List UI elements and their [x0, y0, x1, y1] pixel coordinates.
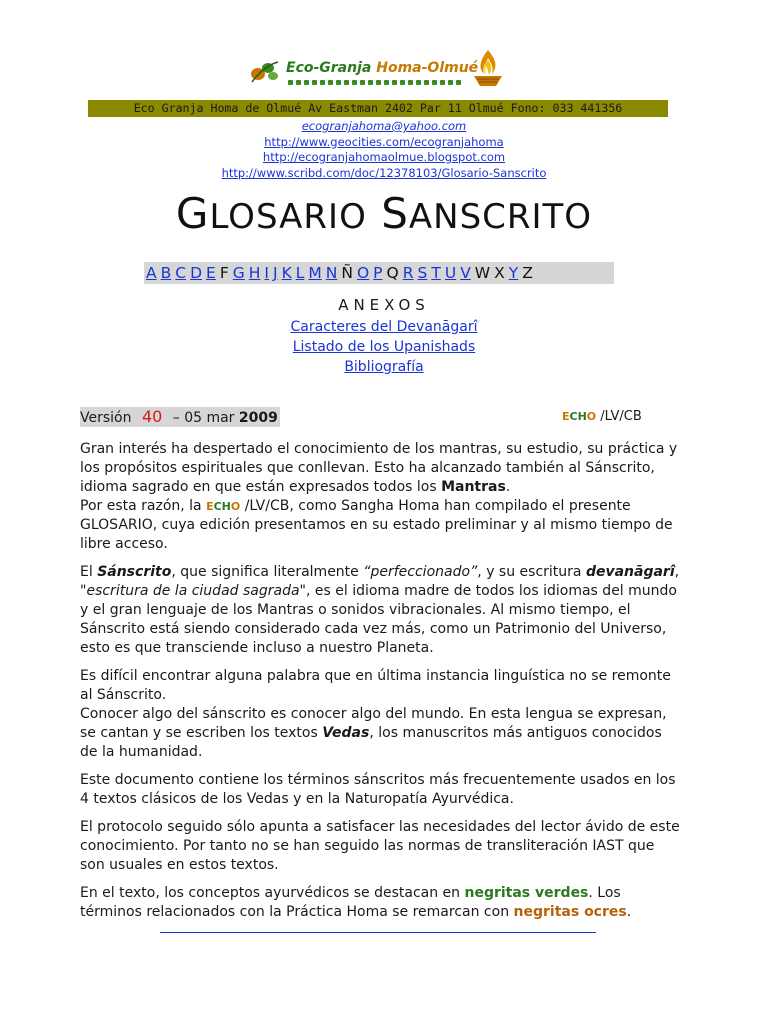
alphabet-letter-x: X [494, 264, 505, 282]
header-logo [248, 48, 508, 94]
alphabet-letter-d[interactable]: D [190, 264, 203, 282]
bibliografia-link[interactable]: Bibliografía [344, 359, 424, 375]
version-number: 40 [141, 407, 163, 426]
title-losario: LOSARIO [209, 197, 367, 237]
logo-text-part-2: Homa-Olmué [376, 60, 479, 76]
alphabet-letter-u[interactable]: U [444, 264, 457, 282]
version-label: Versión [80, 410, 132, 426]
contact-links [0, 119, 768, 181]
version-year: 2009 [238, 410, 278, 426]
paragraph-3: Es difícil encontrar alguna palabra que en última instancia linguística no se remonte al Sánscrito. Conocer algo del sánscrito es conocer algo del mundo. En esta lengua se expresan, se cantan y se escriben los textos Vedas, los manuscritos más antiguos conocidos de la humanidad. [80, 668, 671, 760]
alphabet-letter-t[interactable]: T [431, 264, 441, 282]
alphabet-letter-g[interactable]: G [232, 264, 245, 282]
alphabet-letter-y[interactable]: Y [508, 264, 519, 282]
alphabet-letter-l[interactable]: L [295, 264, 305, 282]
logo-text [286, 60, 478, 76]
title-anscrito: ANSCRITO [408, 197, 593, 237]
alphabet-letter-z: Z [522, 264, 533, 282]
body-text [80, 440, 680, 931]
alphabet-letter-h[interactable]: H [248, 264, 261, 282]
geocities-link[interactable]: http://www.geocities.com/ecogranjahoma [264, 134, 504, 149]
paragraph-2: El Sánscrito, que significa literalmente “perfeccionado”, y su escritura devanāgarî, "escritura de la ciudad sagrada", es el idioma madre de todos los idiomas del mundo y el gran lenguaje de los Mantras o sonidos vibracionales. Al mismo tiempo, el Sánscrito está siendo considerado cada vez más, como un Patrimonio del Universo, esto es que transciende incluso a nuestro Planeta. [80, 564, 680, 656]
paragraph-1: Gran interés ha despertado el conocimiento de los mantras, su estudio, su práctica y los propósitos espirituales que conllevan. Esto ha alcanzado también al Sánscrito, idioma sagrado en que están expresados todos los Mantras. Por esta razón, la ECHO /LV/CB, como Sangha Homa han compilado el presente GLOSARIO, cuya edición presentamos en su estado preliminar y al mismo tiempo de libre acceso. [80, 441, 678, 552]
version-date: – 05 mar [172, 410, 235, 426]
address-banner: Eco Granja Homa de Olmué Av Eastman 2402 Par 11 Olmué Fono: 033 441356 [88, 100, 668, 117]
alphabet-letter-a[interactable]: A [146, 264, 157, 282]
alphabet-index [144, 262, 614, 284]
alphabet-letter-k[interactable]: K [281, 264, 292, 282]
alphabet-letter-r[interactable]: R [402, 264, 414, 282]
email-link[interactable]: ecogranjahoma@yahoo.com [301, 119, 467, 133]
alphabet-letter-s[interactable]: S [417, 264, 428, 282]
homa-fire-icon [470, 48, 506, 90]
alphabet-letter-n[interactable]: N [325, 264, 338, 282]
scribd-link[interactable]: http://www.scribd.com/doc/12378103/Glosario-Sanscrito [221, 165, 547, 180]
alphabet-letter-ñ: Ñ [341, 264, 353, 282]
alphabet-letter-j[interactable]: J [272, 264, 278, 282]
alphabet-letter-e[interactable]: E [206, 264, 216, 282]
alphabet-letter-m[interactable]: M [308, 264, 322, 282]
echo-signature: ECHO /LV/CB [562, 409, 642, 424]
page-title [0, 188, 768, 243]
alphabet-letter-w: W [474, 264, 491, 282]
alphabet-letter-o[interactable]: O [356, 264, 370, 282]
version-info [80, 407, 280, 427]
leaf-logo-icon [248, 56, 282, 86]
devanagari-link[interactable]: Caracteres del Devanāgarî [290, 319, 478, 335]
paragraph-5: El protocolo seguido sólo apunta a satisfacer las necesidades del lector ávido de este conocimiento. Por tanto no se han seguido las normas de transliteración IAST que son usuales en estos textos. [80, 819, 680, 873]
alphabet-letter-q: Q [386, 264, 399, 282]
anexos-links [0, 317, 768, 377]
paragraph-6: En el texto, los conceptos ayurvédicos se destacan en negritas verdes. Los términos relacionados con la Práctica Homa se remarcan con negritas ocres. [80, 885, 632, 920]
alphabet-letter-p[interactable]: P [373, 264, 383, 282]
separator-line [160, 932, 596, 933]
alphabet-letter-v[interactable]: V [460, 264, 471, 282]
logo-dots [288, 80, 466, 86]
logo-text-part-1: Eco-Granja [286, 60, 372, 76]
title-s: S [381, 189, 409, 238]
paragraph-4: Este documento contiene los términos sánscritos más frecuentemente usados en los 4 textos clásicos de los Vedas y en la Naturopatía Ayurvédica. [80, 772, 676, 807]
alphabet-letter-b[interactable]: B [160, 264, 172, 282]
anexos-heading: ANEXOS [338, 296, 430, 314]
title-g: G [175, 189, 210, 238]
upanishads-link[interactable]: Listado de los Upanishads [292, 339, 476, 355]
alphabet-letter-f: F [219, 264, 229, 282]
alphabet-letter-i[interactable]: I [264, 264, 269, 282]
blogspot-link[interactable]: http://ecogranjahomaolmue.blogspot.com [262, 150, 506, 164]
alphabet-letter-c[interactable]: C [175, 264, 187, 282]
